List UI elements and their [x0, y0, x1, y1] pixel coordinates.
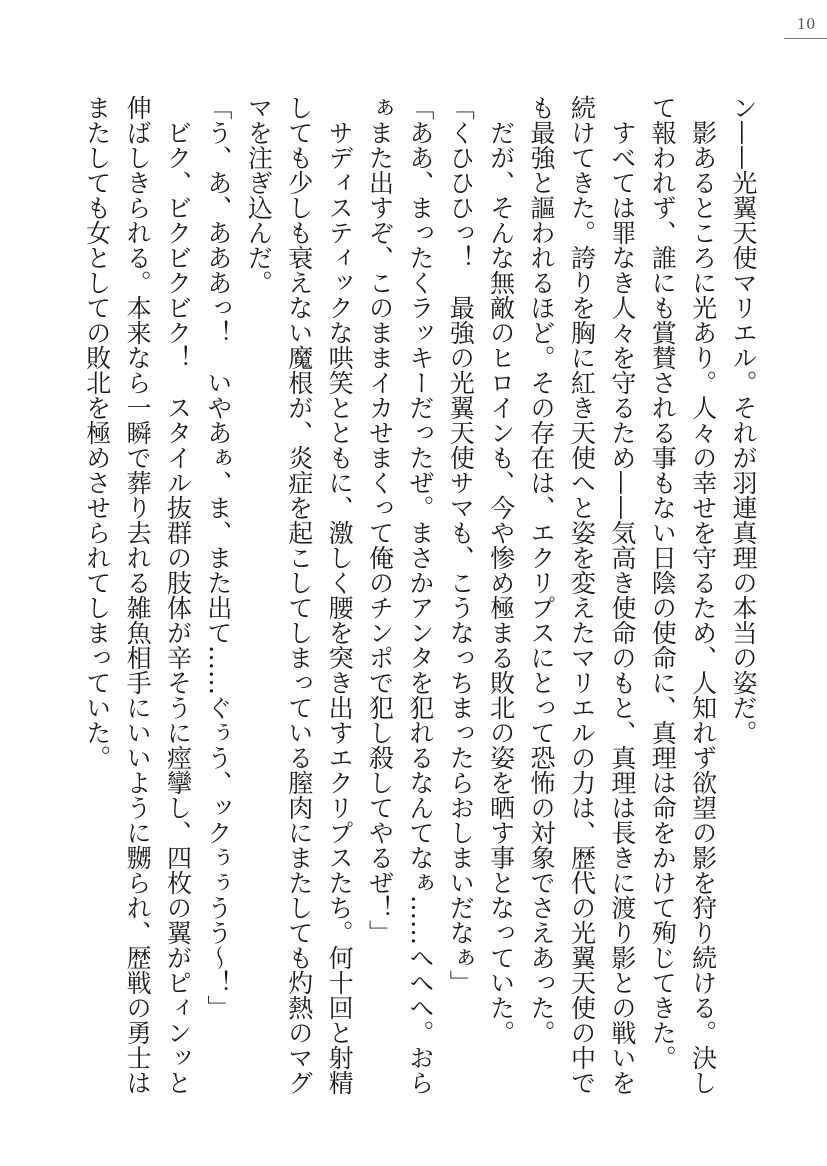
text-line: 「う、あ、あああっ！ いやあぁ、ま、また出て……ぐぅう、ックぅぅうう〜！」	[203, 95, 233, 1020]
text-line: ぁまた出すぞ、このままイカせまくって俺のチンポで犯し殺してやるぜ！」	[365, 95, 395, 945]
text-line: だが、そんな無敵のヒロインも、今や惨め極まる敗北の姿を晒す事となっていた。	[486, 95, 516, 1045]
page-number: 10	[797, 14, 816, 33]
text-line: 「くひひひっ！ 最強の光翼天使サマも、こうなっちまったらおしまいだなぁ」	[446, 95, 476, 995]
text-line: て報われず、誰にも賞賛される事もない日陰の使命に、真理は命をかけて殉じてきた。	[648, 95, 678, 1070]
page-number-rule	[784, 38, 827, 39]
text-line: 「ああ、まったくラッキーだったぜ。まさかアンタを犯れるなんてなぁ……へへへ。おら	[405, 95, 435, 1095]
text-line: またしても女としての敗北を極めさせられてしまっていた。	[82, 95, 112, 770]
vertical-text-body	[76, 95, 763, 1135]
text-line: 伸ばしきられる。本来なら一瞬で葬り去れる雑魚相手にいいように嬲られ、歴戦の勇士は	[123, 95, 153, 1095]
text-line: 続けてきた。誇りを胸に紅き天使へと姿を変えたマリエルの力は、歴代の光翼天使の中で	[567, 95, 597, 1095]
text-line: ン——光翼天使マリエル。それが羽連真理の本当の姿だ。	[729, 95, 758, 745]
text-line: サディスティックな哄笑とともに、激しく腰を突き出すエクリプスたち。何十回と射精	[325, 95, 355, 1095]
text-line: マを注ぎ込んだ。	[244, 95, 274, 295]
text-line: ビク、ビクビクビク！ スタイル抜群の肢体が辛そうに痙攣し、四枚の翼がピィンッと	[163, 95, 193, 1095]
text-line: しても少しも衰えない魔根が、炎症を起こしてしまっている膣肉にまたしても灼熱のマグ	[284, 95, 314, 1095]
text-line: すべては罪なき人々を守るため——気高き使命のもと、真理は長きに渡り影との戦いを	[607, 95, 637, 1095]
text-line: 影あるところに光あり。人々の幸せを守るため、人知れず欲望の影を狩り続ける。決し	[688, 95, 718, 1095]
text-line: も最強と謳われるほど。その存在は、エクリプスにとって恐怖の対象でさえあった。	[527, 95, 557, 1045]
